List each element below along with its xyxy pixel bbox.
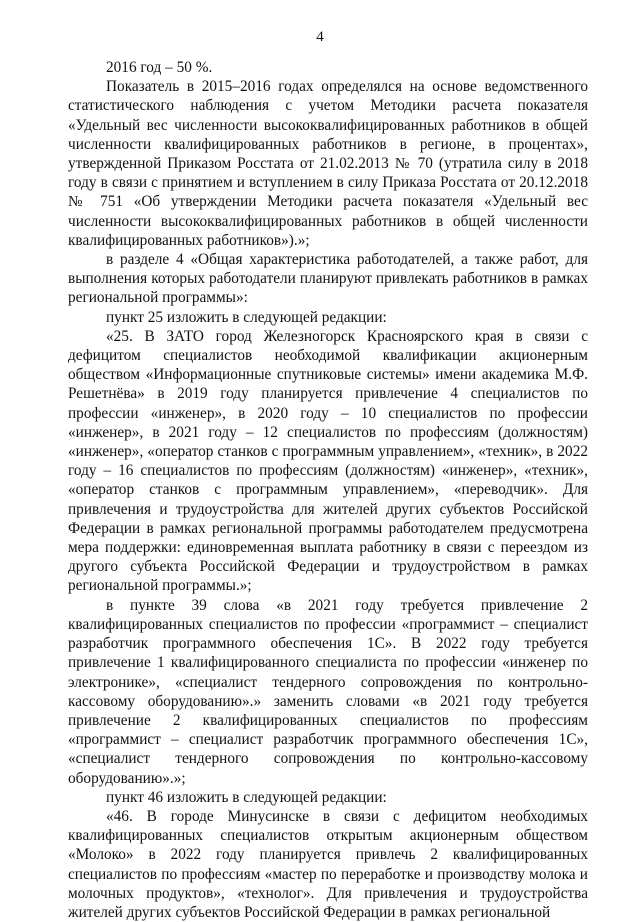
paragraph-item-46-text: «46. В городе Минусинске в связи с дефицитом необходимых квалифицированных специалистов открытым акционерным обществом «Молоко» в 2022 году планируется привлечь 2 квалифицированных специалистов по профессиям «мастер по переработке и производству молока и молочных продуктов», «технолог». Для привлечения и трудоустройства жителей других субъектов Российской Федерации в рамках региональной [68,807,588,921]
document-body [68,58,588,922]
paragraph-item-39: в пункте 39 слова «в 2021 году требуется привлечение 2 квалифицированных специалистов по профессии «программист – специалист разработчик программного обеспечения 1С». В 2022 году требуется привлечение 1 квалифицированного специалиста по профессии «инженер по электронике», «специалист тендерного сопровождения по контрольно-кассовому оборудованию».» заменить словами «в 2021 году требуется привлечение 2 квалифицированных специалистов по профессиям «программист – специалист разработчик программного обеспечения 1С», «специалист тендерного сопровождения по контрольно-кассовому оборудованию».»; [68,596,588,787]
paragraph-indicator-method: Показатель в 2015–2016 годах определялся на основе ведомственного статистического наблюдения с учетом Методики расчета показателя «Удельный вес численности высококвалифицированных работников в общей численности квалифицированных работников в регионе, в процентах», утвержденной Приказом Росстата от 21.02.2013 № 70 (утратила силу в 2018 году в связи с принятием и вступлением в силу Приказа Росстата от 20.12.2018 № 751 «Об утверждении Методики расчета показателя «Удельный вес численности высококвалифицированных работников в общей численности квалифицированных работников»).»; [68,78,588,249]
paragraph-item-46-instruction: пункт 46 изложить в следующей редакции: [106,788,387,806]
paragraph-item-25-instruction: пункт 25 изложить в следующей редакции: [106,308,387,326]
paragraph-section-4: в разделе 4 «Общая характеристика работодателей, а также работ, для выполнения которых работодатели планируют привлекать работников в рамках региональной программы»: [68,251,588,307]
page-number: 4 [316,29,324,45]
paragraph-item-25-text: «25. В ЗАТО город Железногорск Красноярского края в связи с дефицитом специалистов необходимой квалификации акционерным обществом «Информационные спутниковые системы» имени академика М.Ф. Решетнёва» в 2019 году планируется привлечение 4 специалистов по профессии «инженер», в 2020 году – 10 специалистов по профессии «инженер», в 2021 году – 12 специалистов по профессиям (должностям) «инженер», «оператор станков с программным управлением», «техник», в 2022 году – 16 специалистов по профессиям (должностям) «инженер», «техник», «оператор станков с программным управлением», «переводчик». Для привлечения и трудоустройства для жителей других субъектов Российской Федерации в рамках региональной программы работодателем предусмотрена мера поддержки: единовременная выплата работнику в связи с переездом из другого субъекта Российской Федерации и трудоустройством в рамках региональной программы.»; [68,327,588,595]
paragraph-year-value: 2016 год – 50 %. [106,59,213,76]
